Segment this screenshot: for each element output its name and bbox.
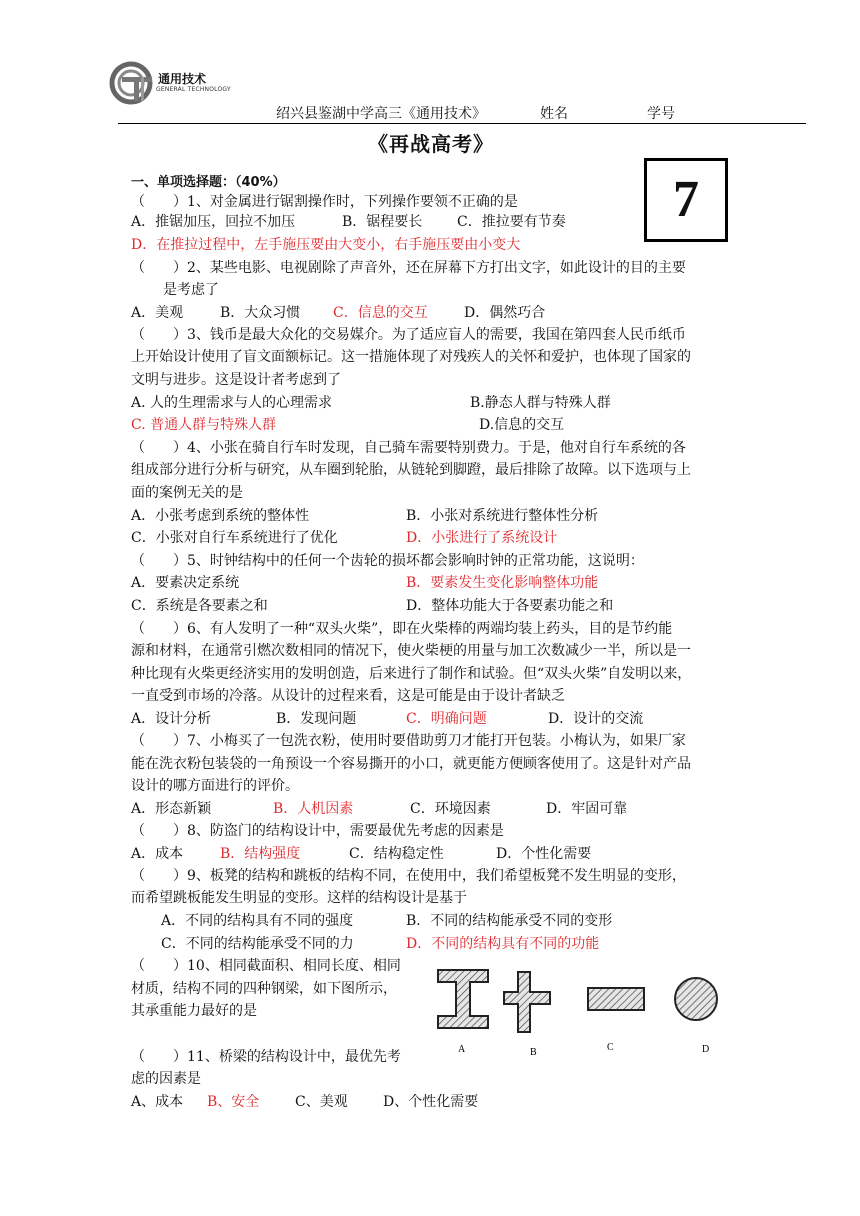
q2-option-a: A．美观	[131, 305, 184, 321]
section-heading: 一、单项选择题：（40%）	[131, 175, 286, 190]
q6-stem-line3: 种比现有火柴更经济实用的发明创造，后来进行了制作和试验。但“双头火柴”自发明以来，	[131, 666, 692, 682]
q2-option-d: D．偶然巧合	[464, 305, 546, 321]
q3-stem-line1: （ ）3、钱币是最大众化的交易媒介。为了适应盲人的需要，我国在第四套人民币纸币	[131, 327, 686, 343]
q10-stem-line2: 材质，结构不同的四种钢梁，如下图所示，	[131, 981, 397, 997]
q7-option-b-answer: B．人机因素	[273, 801, 354, 817]
q7-stem-line2: 能在洗衣粉包装袋的一角预设一个容易撕开的小口，就更能方便顾客使用了。这是针对产品	[131, 756, 691, 772]
q4-option-c: C．小张对自行车系统进行了优化	[131, 530, 338, 546]
flat-bar-shape	[588, 988, 644, 1010]
q6-option-c-answer: C．明确问题	[406, 711, 487, 727]
q4-option-a: A．小张考虑到系统的整体性	[131, 508, 310, 524]
q2-option-b: B．大众习惯	[220, 305, 301, 321]
beam-cross-sections-figure	[432, 960, 732, 1060]
q10-stem-line3: 其承重能力最好的是	[131, 1003, 257, 1019]
q8-option-a: A．成本	[131, 846, 184, 862]
q8-stem: （ ）8、防盗门的结构设计中，需要最优先考虑的因素是	[131, 823, 504, 839]
q3-stem-line3: 文明与进步。这是设计者考虑到了	[131, 372, 341, 388]
q8-option-d: D．个性化需要	[496, 846, 592, 862]
q4-stem-line2: 组成部分进行分析与研究，从车圈到轮胎，从链轮到脚蹬，最后排除了故障。以下选项与上	[131, 462, 691, 478]
q2-stem-line1: （ ）2、某些电影、电视剧除了声音外，还在屏幕下方打出文字，如此设计的目的主要	[131, 260, 686, 276]
q5-option-b-answer: B．要素发生变化影响整体功能	[406, 575, 599, 591]
logo-text: 通用技术	[158, 72, 207, 86]
q9-stem-line1: （ ）9、板凳的结构和跳板的结构不同，在使用中，我们希望板凳不发生明显的变形，	[131, 868, 686, 884]
q7-option-d: D．牢固可靠	[546, 801, 628, 817]
q11-option-b-answer: B、安全	[207, 1094, 260, 1110]
q9-stem-line2: 而希望跳板能发生明显的变形。这样的结构设计是基于	[131, 890, 467, 906]
q3-option-c-answer: C. 普通人群与特殊人群	[131, 417, 277, 433]
q3-option-a: A. 人的生理需求与人的心理需求	[131, 395, 333, 411]
header-rule	[118, 123, 806, 124]
school-line: 绍兴县鉴湖中学高三《通用技术》	[276, 106, 486, 122]
q9-option-d-answer: D．不同的结构具有不同的功能	[406, 936, 600, 952]
q1-option-c: C．推拉要有节奏	[457, 214, 566, 230]
q11-option-a: A、成本	[131, 1094, 184, 1110]
q11-stem-line1: （ ）11、桥梁的结构设计中，最优先考	[131, 1049, 401, 1065]
figure-label-d: D	[702, 1044, 710, 1055]
q2-option-c-answer: C．信息的交互	[333, 305, 428, 321]
q1-option-a: A．推锯加压，回拉不加压	[131, 214, 296, 230]
q7-stem-line1: （ ）7、小梅买了一包洗衣粉，使用时要借助剪刀才能打开包装。小梅认为，如果厂家	[131, 733, 686, 749]
q4-option-d-answer: D．小张进行了系统设计	[406, 530, 558, 546]
q6-stem-line1: （ ）6、有人发明了一种“双头火柴”，即在火柴棒的两端均装上药头，目的是节约能	[131, 621, 673, 637]
q8-option-b-answer: B．结构强度	[220, 846, 301, 862]
logo-subtitle: GENERAL TECHNOLOGY	[156, 86, 231, 93]
q7-option-a: A．形态新颖	[131, 801, 212, 817]
q2-stem-line2: 是考虑了	[163, 282, 219, 298]
q4-stem-line3: 面的案例无关的是	[131, 485, 243, 501]
q11-option-c: C、美观	[295, 1094, 348, 1110]
cross-beam-shape	[504, 972, 550, 1032]
q5-option-d: D．整体功能大于各要素功能之和	[406, 598, 614, 614]
name-label: 姓名	[540, 106, 568, 122]
q1-stem: （ ）1、对金属进行锯割操作时，下列操作要领不正确的是	[131, 194, 518, 210]
logo-gt-icon	[108, 60, 158, 106]
q9-option-c: C．不同的结构能承受不同的力	[161, 936, 354, 952]
q4-stem-line1: （ ）4、小张在骑自行车时发现，自己骑车需要特别费力。于是，他对自行车系统的各	[131, 440, 686, 456]
q3-option-b: B.静态人群与特殊人群	[470, 395, 611, 411]
q5-option-c: C．系统是各要素之和	[131, 598, 268, 614]
q4-option-b: B．小张对系统进行整体性分析	[406, 508, 599, 524]
i-beam-shape	[438, 970, 488, 1028]
q6-option-d: D．设计的交流	[548, 711, 644, 727]
q6-stem-line4: 一直受到市场的冷落。从设计的过程来看，这是可能是由于设计者缺乏	[131, 688, 565, 704]
page-title: 《再战高考》	[368, 132, 494, 156]
q9-option-b: B．不同的结构能承受不同的变形	[406, 913, 613, 929]
paper-number: 7	[673, 171, 699, 228]
q7-stem-line3: 设计的哪方面进行的评价。	[131, 778, 299, 794]
q1-option-d-answer: D．在推拉过程中，左手施压要由大变小，右手施压要由小变大	[131, 237, 521, 253]
q3-option-d: D.信息的交互	[479, 417, 565, 433]
figure-label-b: B	[530, 1047, 537, 1058]
id-label: 学号	[647, 106, 675, 122]
q10-stem-line1: （ ）10、相同截面积、相同长度、相同	[131, 958, 401, 974]
q3-stem-line2: 上开始设计使用了盲文面额标记。这一措施体现了对残疾人的关怀和爱护，也体现了国家的	[131, 349, 691, 365]
q9-option-a: A．不同的结构具有不同的强度	[161, 913, 354, 929]
q6-option-b: B．发现问题	[276, 711, 357, 727]
q5-option-a: A．要素决定系统	[131, 575, 240, 591]
figure-label-c: C	[607, 1042, 614, 1053]
q6-stem-line2: 源和材料，在通常引燃次数相同的情况下，使火柴梗的用量与加工次数减少一半，所以是一	[131, 643, 691, 659]
paper-number-box	[644, 158, 728, 242]
q6-option-a: A．设计分析	[131, 711, 212, 727]
q1-option-b: B．锯程要长	[342, 214, 423, 230]
q11-stem-line2: 虑的因素是	[131, 1071, 201, 1087]
q11-option-d: D、个性化需要	[383, 1094, 479, 1110]
q8-option-c: C．结构稳定性	[349, 846, 444, 862]
q7-option-c: C．环境因素	[410, 801, 491, 817]
round-bar-shape	[675, 978, 717, 1020]
q5-stem: （ ）5、时钟结构中的任何一个齿轮的损坏都会影响时钟的正常功能，这说明：	[131, 553, 644, 569]
figure-label-a: A	[458, 1044, 466, 1055]
